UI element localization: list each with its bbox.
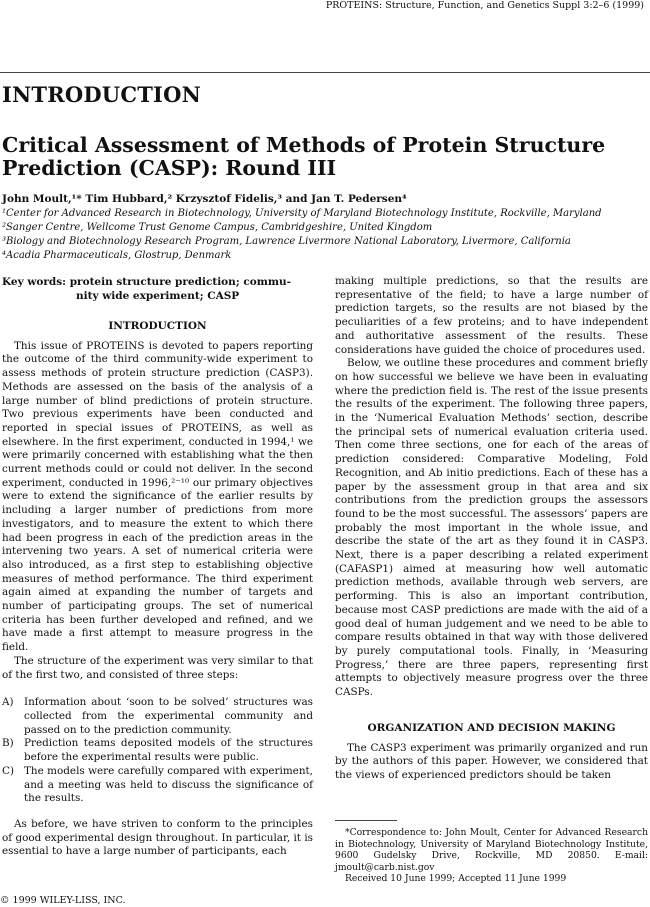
- organization-subheading: ORGANIZATION AND DECISION MAKING: [367, 721, 616, 734]
- keywords-line2: nity wide experiment; CASP: [76, 290, 240, 302]
- intro-subheading: INTRODUCTION: [108, 320, 207, 332]
- intro-paragraph-1: This issue of PROTEINS is devoted to papers reporting the outcome of the third community-wide experiment to assess methods of protein structure prediction (CASP3). Methods are assessed on the basis of the analysis of a large number of blind predictions of protein structure. Two previous experiments have been conducted and reported in special issues of PROTEINS, as well as elsewhere. In the first experiment, conducted in 1994,¹ we were primarily concerned with establishing what the then current methods could or could not deliver. In the second experiment, conducted in 1996,²⁻¹⁰ our primary objectives were to extend the significance of the earlier results by including a larger number of predictions from more investigators, and to measure the extent to which there had been progress in each of the prediction areas in the intervening two years. A set of numerical criteria were also introduced, as a first step to establishing objective measures of method performance. The third experiment again aimed at expanding the number of targets and number of participating groups. The set of numerical criteria has been further developed and refined, and we have made a first attempt to measure progress in the field.: [2, 339, 313, 654]
- footnote: [335, 827, 648, 885]
- left-column: [2, 320, 313, 859]
- paper-title: Critical Assessment of Methods of Protein Structure Prediction (CASP): Round III: [2, 133, 606, 180]
- section-heading: INTRODUCTION: [2, 82, 201, 107]
- affiliation-4: ⁴Acadia Pharmaceuticals, Glostrup, Denmark: [2, 250, 232, 261]
- list-item: B) Prediction teams deposited models of the structures before the experimental results were public.: [2, 737, 313, 764]
- list-item: A) Information about ‘soon to be solved’ structures was collected from the experimental community and passed on to the prediction community.: [2, 696, 313, 736]
- author-list: John Moult,¹* Tim Hubbard,² Krzysztof Fidelis,³ and Jan T. Pedersen⁴: [2, 193, 407, 205]
- copyright: © 1999 WILEY-LISS, INC.: [0, 895, 126, 906]
- running-head: PROTEINS: Structure, Function, and Genetics Suppl 3:2–6 (1999): [325, 0, 644, 11]
- affiliation-1: ¹Center for Advanced Research in Biotechnology, University of Maryland Biotechnology Institute, Rockville, Maryland: [2, 208, 602, 219]
- correspondence-note: *Correspondence to: John Moult, Center for Advanced Research in Biotechnology, University of Maryland Biotechnology Institute, 9600 Gudelsky Drive, Rockville, MD 20850. E-mail: jmoult@carb.nist.gov: [335, 827, 648, 873]
- received-dates: Received 10 June 1999; Accepted 11 June 1999: [345, 873, 567, 884]
- right-column: [335, 275, 648, 783]
- right-paragraph-1: making multiple predictions, so that the results are representative of the field; to have a large number of prediction targets, so the results are not biased by the peculiarities of a few proteins; and to have independent and authoritative assessment of the results. These considerations have guided the choice of procedures used.: [335, 275, 648, 356]
- steps-list: [2, 696, 313, 806]
- list-item: C) The models were carefully compared with experiment, and a meeting was held to discuss the significance of the results.: [2, 764, 313, 805]
- intro-paragraph-2: The structure of the experiment was very similar to that of the first two, and consisted of three steps:: [2, 654, 313, 681]
- right-paragraph-2: Below, we outline these procedures and comment briefly on how successful we believe we have been in evaluating where the prediction field is. The rest of the issue presents the results of the experiment. The following three papers, in the ‘Numerical Evaluation Methods’ section, describe the principal sets of numerical evaluation criteria used. Then come three sections, one for each of the areas of prediction considered: Comparative Modeling, Fold Recognition, and Ab initio predictions. Each of these has a paper by the assessment group in that area and six contributions from the prediction groups the assessors found to be the most successful. The assessors’ papers are probably the most important in the whole issue, and describe the state of the art as they found it in CASP3. Next, there is a paper describing a related experiment (CAFASP1) aimed at measuring how well automatic prediction methods, available through web servers, are performing. This is also an important contribution, because most CASP predictions are made with the aid of a good deal of human judgement and we need to be able to compare results obtained in that way with those delivered by purely computational tools. Finally, in ‘Measuring Progress,’ there are three papers, representing first attempts to objectively measure progress over the three CASPs.: [335, 357, 648, 699]
- header-rule: [0, 72, 650, 73]
- affiliation-2: ²Sanger Centre, Wellcome Trust Genome Campus, Cambridgeshire, United Kingdom: [2, 222, 433, 233]
- keywords: [2, 275, 312, 303]
- right-paragraph-3: The CASP3 experiment was primarily organized and run by the authors of this paper. However, we considered that the views of experienced predictors should be taken: [335, 741, 648, 781]
- intro-paragraph-3: As before, we have striven to conform to the principles of good experimental design throughout. In particular, it is essential to have a large number of participants, each: [2, 817, 313, 858]
- footnote-rule: [335, 820, 397, 821]
- affiliation-3: ³Biology and Biotechnology Research Program, Lawrence Livermore National Laboratory, Livermore, California: [2, 236, 571, 247]
- keywords-label: Key words:: [2, 276, 67, 288]
- keywords-line1: protein structure prediction; commu-: [69, 276, 291, 288]
